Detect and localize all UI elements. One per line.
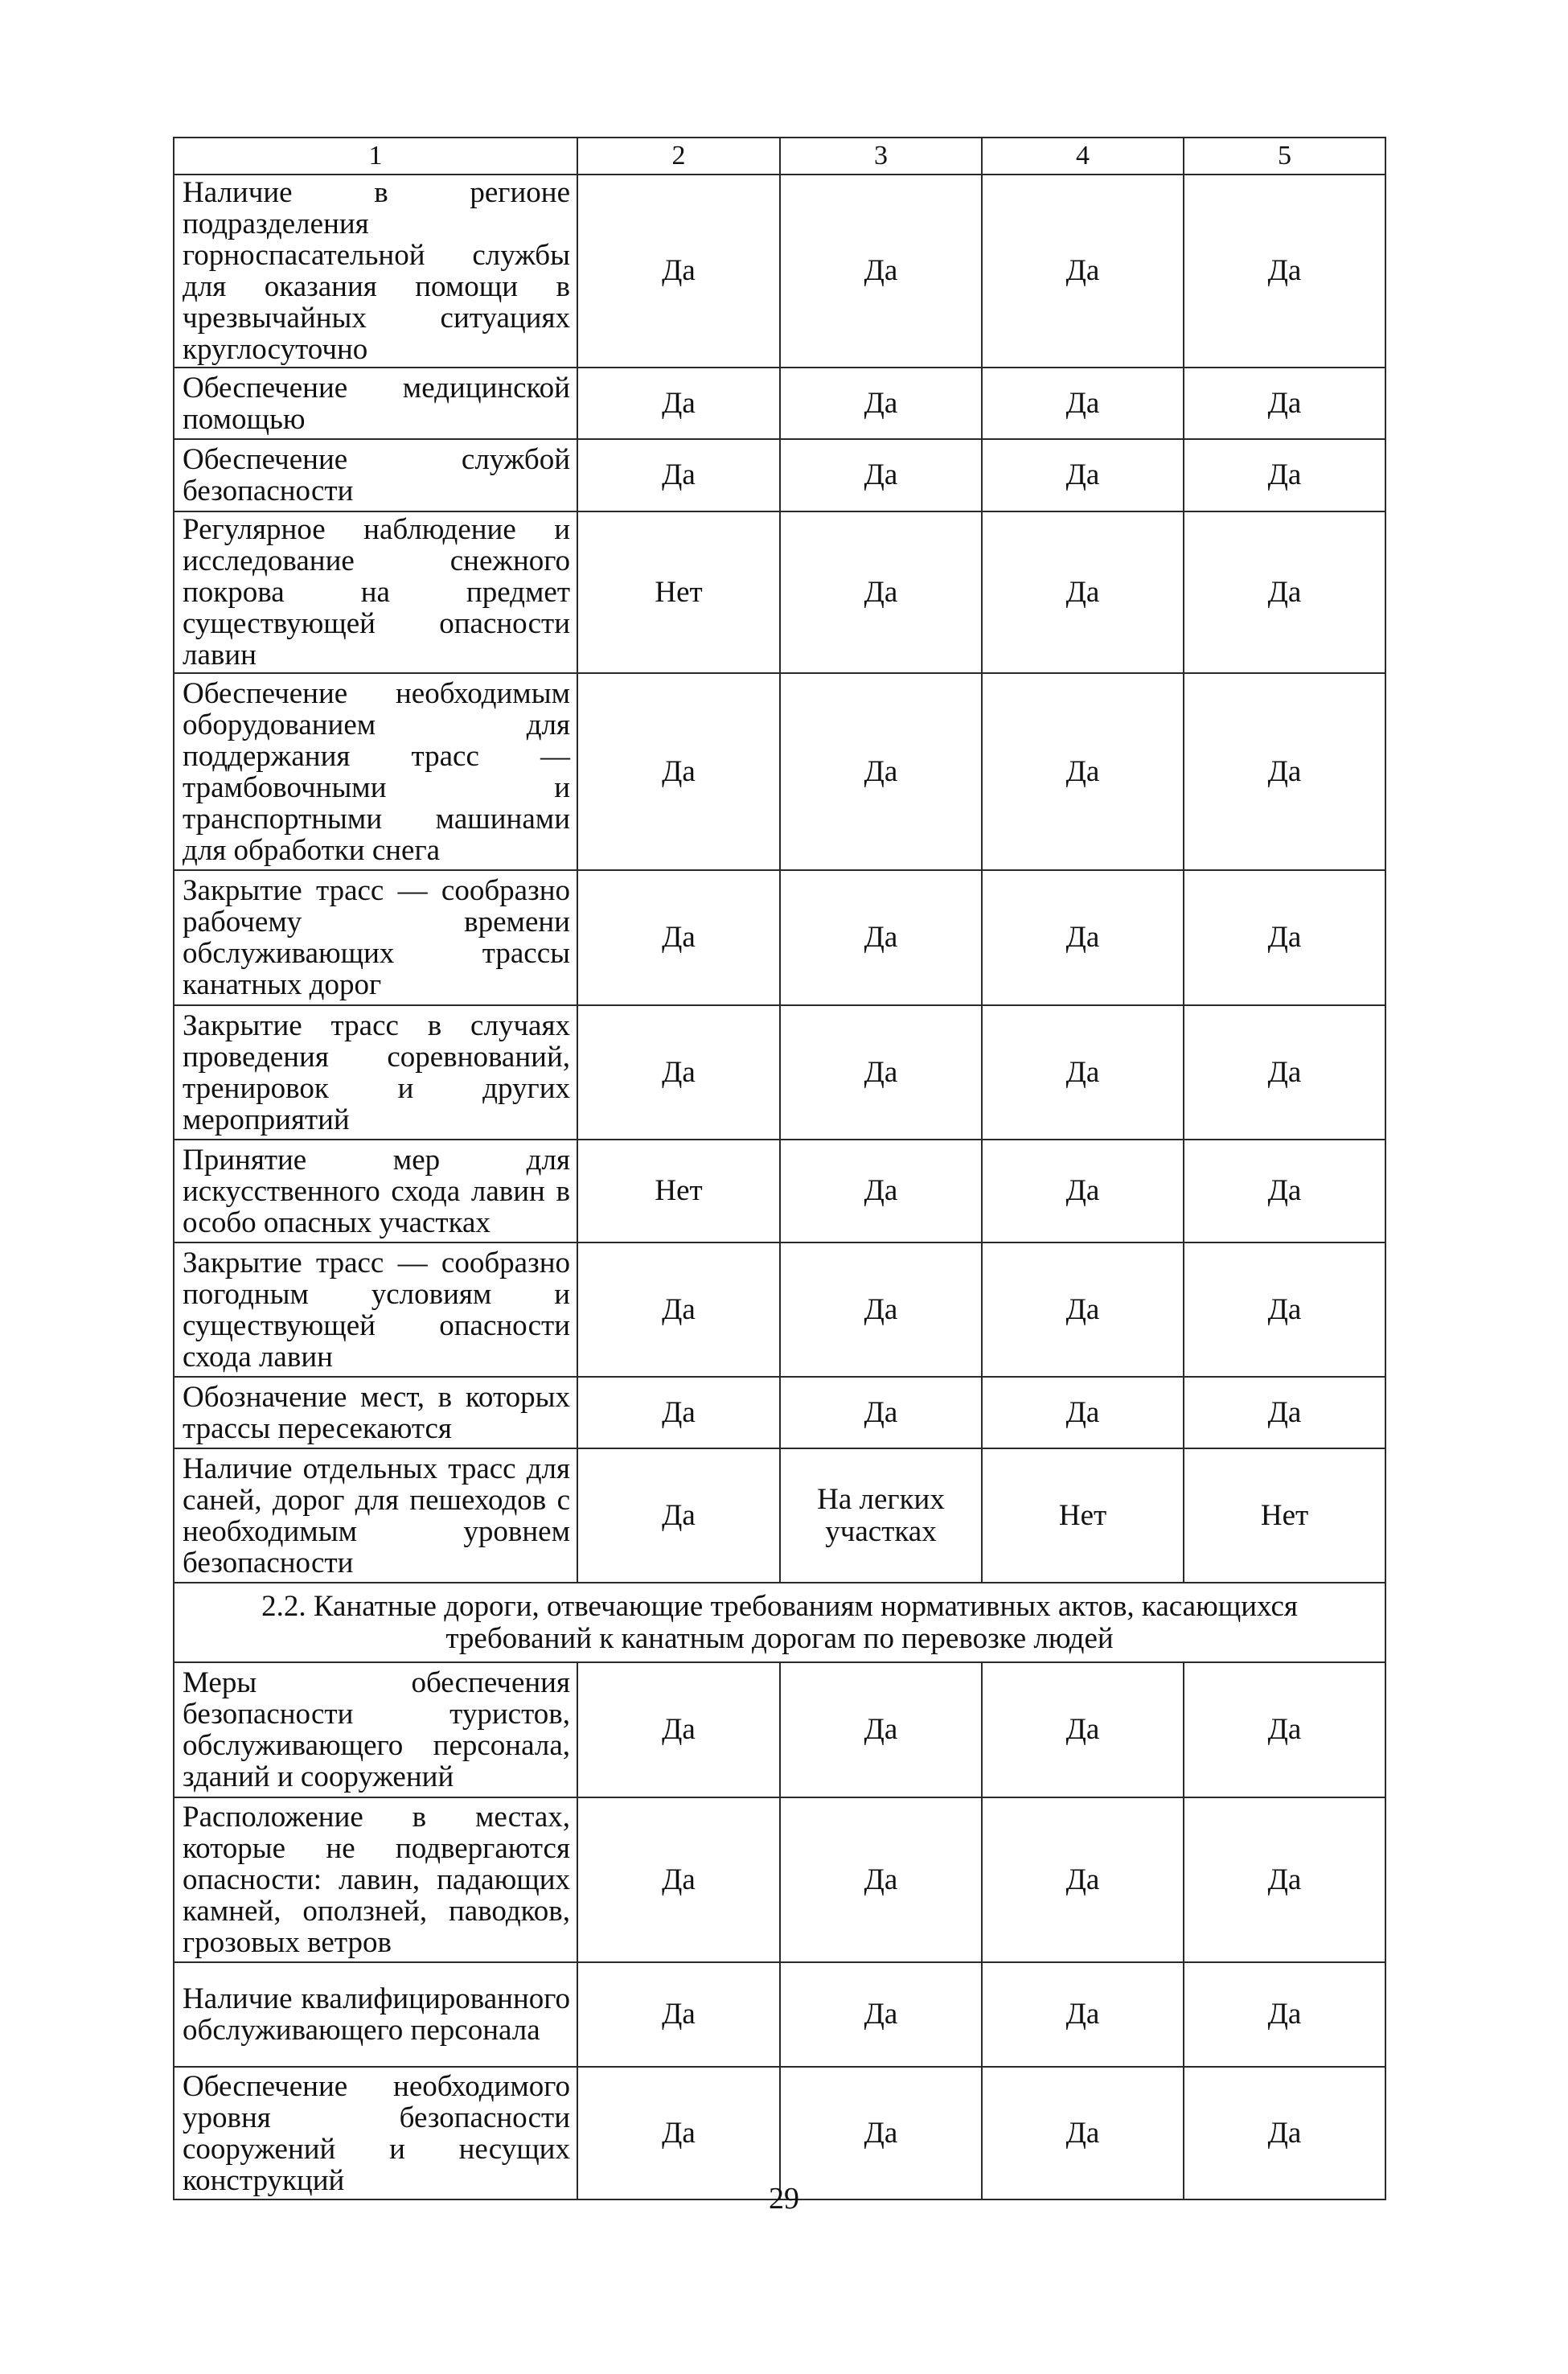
section-title: 2.2. Канатные дороги, отвечающие требованиям нормативных актов, касающихся требований к канатным дорогам по перевозке людей xyxy=(174,1583,1385,1662)
cell-value: Да xyxy=(780,2067,982,2199)
column-header: 3 xyxy=(780,138,982,175)
cell-value: Да xyxy=(780,1242,982,1377)
cell-value: Да xyxy=(780,1662,982,1797)
cell-value: Да xyxy=(1184,1242,1385,1377)
table-row xyxy=(174,1242,1385,1377)
cell-value: Да xyxy=(982,1005,1184,1140)
column-header-row xyxy=(174,138,1385,175)
cell-value: Да xyxy=(1184,673,1385,870)
row-label: Наличие в регионе подразделения горноспасательной службы для оказания помощи в чрезвычайных ситуациях круглосуточно xyxy=(174,175,577,368)
table-row xyxy=(174,439,1385,511)
cell-value: Да xyxy=(982,1662,1184,1797)
cell-value: Да xyxy=(982,2067,1184,2199)
cell-value: Да xyxy=(780,1797,982,1962)
cell-value: Да xyxy=(577,439,780,511)
cell-value: Да xyxy=(982,673,1184,870)
cell-value: Да xyxy=(982,870,1184,1005)
table-row xyxy=(174,2067,1385,2199)
cell-value: Да xyxy=(982,1377,1184,1448)
table-row xyxy=(174,1662,1385,1797)
cell-value: Нет xyxy=(982,1448,1184,1583)
cell-value: На легких участках xyxy=(780,1448,982,1583)
column-header: 1 xyxy=(174,138,577,175)
cell-value: Да xyxy=(577,175,780,368)
row-label: Закрытие трасс — сообразно рабочему времени обслуживающих трассы канатных дорог xyxy=(174,870,577,1005)
cell-value: Да xyxy=(982,175,1184,368)
table-row xyxy=(174,870,1385,1005)
section-header-row xyxy=(174,1583,1385,1662)
cell-value: Да xyxy=(577,1662,780,1797)
cell-value: Да xyxy=(1184,1962,1385,2067)
row-label: Регулярное наблюдение и исследование снежного покрова на предмет существующей опасности лавин xyxy=(174,511,577,673)
table-row xyxy=(174,1962,1385,2067)
cell-value: Да xyxy=(982,511,1184,673)
cell-value: Нет xyxy=(577,511,780,673)
row-label: Обеспечение медицинской помощью xyxy=(174,368,577,439)
cell-value: Да xyxy=(1184,175,1385,368)
row-label: Наличие отдельных трасс для саней, дорог для пешеходов с необходимым уровнем безопасности xyxy=(174,1448,577,1583)
cell-value: Да xyxy=(1184,870,1385,1005)
cell-value: Да xyxy=(577,1242,780,1377)
column-header: 5 xyxy=(1184,138,1385,175)
cell-value: Да xyxy=(577,1377,780,1448)
cell-value: Да xyxy=(982,1962,1184,2067)
cell-value: Нет xyxy=(1184,1448,1385,1583)
cell-value: Да xyxy=(780,368,982,439)
table-row xyxy=(174,1448,1385,1583)
cell-value: Да xyxy=(982,439,1184,511)
table-row xyxy=(174,1005,1385,1140)
cell-value: Да xyxy=(1184,439,1385,511)
cell-value: Да xyxy=(577,1797,780,1962)
row-label: Закрытие трасс в случаях проведения соревнований, тренировок и других мероприятий xyxy=(174,1005,577,1140)
row-label: Меры обеспечения безопасности туристов, обслуживающего персонала, зданий и сооружений xyxy=(174,1662,577,1797)
table-row xyxy=(174,1377,1385,1448)
cell-value: Да xyxy=(1184,2067,1385,2199)
cell-value: Да xyxy=(1184,1797,1385,1962)
cell-value: Да xyxy=(1184,1005,1385,1140)
cell-value: Да xyxy=(577,368,780,439)
row-label: Расположение в местах, которые не подвергаются опасности: лавин, падающих камней, оползней, паводков, грозовых ветров xyxy=(174,1797,577,1962)
cell-value: Да xyxy=(780,1377,982,1448)
row-label: Наличие квалифицированного обслуживающего персонала xyxy=(174,1962,577,2067)
cell-value: Да xyxy=(577,673,780,870)
table-row xyxy=(174,511,1385,673)
cell-value: Да xyxy=(1184,1140,1385,1242)
cell-value: Да xyxy=(577,1448,780,1583)
column-header: 2 xyxy=(577,138,780,175)
row-label: Обеспечение необходимым оборудованием для поддержания трасс — трамбовочными и транспортными машинами для обработки снега xyxy=(174,673,577,870)
cell-value: Да xyxy=(982,1242,1184,1377)
cell-value: Да xyxy=(982,1140,1184,1242)
cell-value: Да xyxy=(577,1962,780,2067)
cell-value: Да xyxy=(780,1005,982,1140)
cell-value: Да xyxy=(780,1962,982,2067)
row-label: Обеспечение необходимого уровня безопасности сооружений и несущих конструкций xyxy=(174,2067,577,2199)
cell-value: Нет xyxy=(577,1140,780,1242)
cell-value: Да xyxy=(577,870,780,1005)
cell-value: Да xyxy=(577,2067,780,2199)
cell-value: Да xyxy=(780,870,982,1005)
page-number: 29 xyxy=(769,2182,799,2216)
cell-value: Да xyxy=(1184,1377,1385,1448)
table-row xyxy=(174,1797,1385,1962)
cell-value: Да xyxy=(780,673,982,870)
column-header: 4 xyxy=(982,138,1184,175)
table-row xyxy=(174,175,1385,368)
cell-value: Да xyxy=(982,1797,1184,1962)
row-label: Обеспечение службой безопасности xyxy=(174,439,577,511)
cell-value: Да xyxy=(1184,511,1385,673)
row-label: Закрытие трасс — сообразно погодным условиям и существующей опасности схода лавин xyxy=(174,1242,577,1377)
table-row xyxy=(174,368,1385,439)
cell-value: Да xyxy=(780,511,982,673)
cell-value: Да xyxy=(1184,368,1385,439)
cell-value: Да xyxy=(1184,1662,1385,1797)
cell-value: Да xyxy=(577,1005,780,1140)
cell-value: Да xyxy=(982,368,1184,439)
row-label: Обозначение мест, в которых трассы пересекаются xyxy=(174,1377,577,1448)
data-table xyxy=(173,137,1386,2200)
table-row xyxy=(174,673,1385,870)
cell-value: Да xyxy=(780,439,982,511)
table-row xyxy=(174,1140,1385,1242)
cell-value: Да xyxy=(780,175,982,368)
cell-value: Да xyxy=(780,1140,982,1242)
row-label: Принятие мер для искусственного схода лавин в особо опасных участках xyxy=(174,1140,577,1242)
